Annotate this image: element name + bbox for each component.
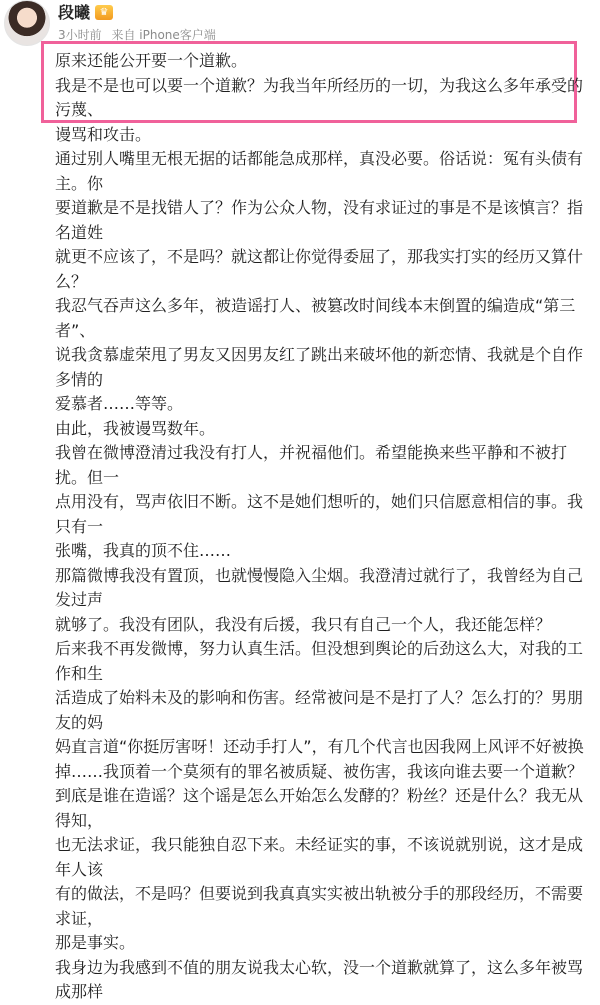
user-avatar[interactable]: [4, 0, 50, 46]
vip-crown-icon: ♛: [95, 5, 113, 20]
post-body: [55, 49, 585, 1005]
post-line: 由此，我被谩骂数年。: [55, 418, 216, 438]
post-line: 我身边为我感到不值的朋友说我太心软，没一个道歉就算了，这么多年被骂成那样: [55, 957, 584, 1001]
post-line: 我忍气吞声这么多年，被造谣打人、被篡改时间线本末倒置的编造成“第三者”、: [55, 296, 576, 340]
post-header: [0, 0, 600, 44]
post-line: 有的做法，不是吗？但要说到我真真实实被出轨被分手的那段经历，不需要求证，: [55, 884, 584, 928]
post-line: 我曾在微博澄清过我没有打人，并祝福他们。希望能换来些平静和不被打扰。但一: [55, 443, 568, 487]
post-line: 那是事实。: [55, 933, 136, 952]
post-line: 那篇微博我没有置顶，也就慢慢隐入尘烟。我澄清过就行了，我曾经为自己发过声: [55, 565, 584, 609]
post-line: 说我贪慕虚荣甩了男友又因男友红了跳出来破坏他的新恋情、我就是个自作多情的: [55, 345, 584, 389]
post-line: 就够了。我没有团队，我没有后援，我只有自己一个人，我还能怎样？: [55, 614, 552, 634]
post-line: 活造成了始料未及的影响和伤害。经常被问是不是打了人？怎么打的？男朋友的妈: [55, 688, 584, 732]
post-time: 3小时前: [58, 28, 102, 42]
post-line: 妈直言道“你挺厉害呀！还动手打人”，有几个代言也因我网上风评不好被换: [55, 737, 584, 756]
post-line: 张嘴，我真的顶不住……: [55, 541, 232, 560]
post-line: 后来我不再发微博，努力认真生活。但没想到舆论的后劲这么大，对我的工作和生: [55, 639, 584, 683]
post-line: 爱慕者……等等。: [55, 394, 184, 413]
username[interactable]: 段曦: [58, 3, 91, 22]
post-line: 我是不是也可以要一个道歉？为我当年所经历的一切，为我这么多年承受的污蔑、: [55, 75, 584, 119]
post-line: 也无法求证，我只能独自忍下来。未经证实的事，不该说就别说，这才是成年人该: [55, 835, 584, 879]
post-line: 通过别人嘴里无根无据的话都能急成那样，真没必要。俗话说：冤有头债有主。你: [55, 149, 584, 193]
post-line: 掉……我顶着一个莫须有的罪名被质疑、被伤害，我该向谁去要一个道歉？: [55, 761, 584, 781]
post-line: 就更不应该了，不是吗？就这都让你觉得委屈了，那我实打实的经历又算什么？: [55, 247, 584, 291]
post-source: 来自 iPhone客户端: [111, 28, 216, 42]
post-line: 原来还能公开要一个道歉。: [55, 51, 248, 70]
post-line: 要道歉是不是找错人了？作为公众人物，没有求证过的事是不是该慎言？指名道姓: [55, 198, 584, 242]
post-line: 点用没有，骂声依旧不断。这不是她们想听的，她们只信愿意相信的事。我只有一: [55, 492, 584, 536]
post-line: 谩骂和攻击。: [55, 124, 152, 144]
post-line: 到底是谁在造谣？这个谣是怎么开始怎么发酵的？粉丝？还是什么？我无从得知，: [55, 786, 584, 830]
